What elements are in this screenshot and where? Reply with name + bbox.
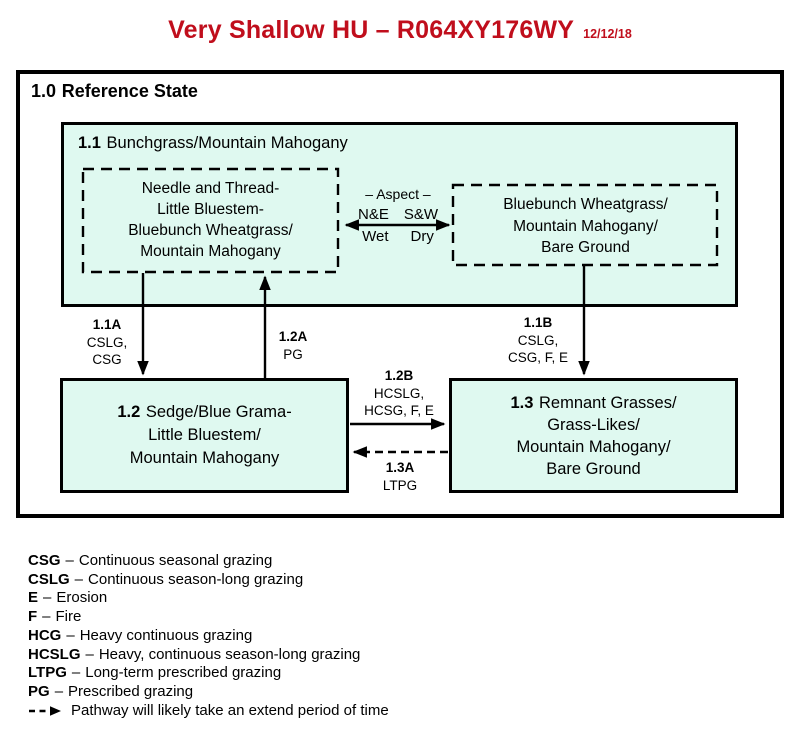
reference-state-id: 1.0 (31, 81, 57, 101)
text-line: Grass-Likes/ (547, 415, 640, 434)
text-line: Bare Ground (541, 239, 630, 256)
text-line: Bluebunch Wheatgrass/ (128, 222, 293, 239)
aspect-moisture (341, 228, 455, 245)
text-line: 1.2 Sedge/Blue Grama- (117, 403, 292, 421)
community-1-1-name: Bunchgrass/Mountain Mahogany (106, 134, 348, 152)
pathway-1-3a-label (368, 459, 432, 494)
text-line: Mountain Mahogany/ (516, 437, 671, 456)
title-date: 12/12/18 (583, 27, 632, 41)
legend-item: PG – Prescribed grazing (28, 682, 194, 700)
pathway-drivers: CSG, F, E (507, 350, 568, 365)
pathway-id: 1.1A (92, 317, 122, 332)
legend-item: LTPG – Long-term prescribed grazing (28, 664, 282, 682)
pathway-drivers: HCSG, F, E (364, 403, 434, 418)
pathway-drivers: CSLG, (86, 334, 128, 350)
title-text: Very Shallow HU – R064XY176WY (168, 16, 575, 44)
pathway-1-1b-label (494, 314, 582, 367)
community-1-3-id: 1.3 (510, 393, 534, 412)
reference-state-label (31, 81, 204, 102)
text-line: Little Bluestem/ (148, 426, 261, 444)
pathway-1-2b-label (345, 367, 453, 420)
legend-item: CSLG – Continuous season-long grazing (28, 570, 304, 588)
aspect-label: – Aspect – (365, 186, 431, 202)
legend-item: HCG – Heavy continuous grazing (28, 626, 253, 644)
aspect-wet-label: Wet (362, 228, 389, 245)
text-line: Mountain Mahogany (140, 243, 281, 260)
text-line: Needle and Thread- (141, 180, 280, 197)
pathway-1-2a-label (261, 328, 325, 363)
pathway-drivers: CSG (92, 352, 122, 367)
pathway-id: 1.3A (385, 460, 415, 475)
pathway-id: 1.2A (278, 329, 308, 344)
needle-thread-community (84, 178, 337, 262)
pathway-id: 1.2B (384, 368, 414, 383)
bluebunch-community (454, 194, 717, 259)
community-1-2-id: 1.2 (117, 403, 141, 421)
legend-item: HCSLG – Heavy, continuous season-long grazing (28, 645, 361, 663)
pathway-id: 1.1B (523, 315, 553, 330)
aspect-wet-direction: N&E (357, 206, 389, 223)
aspect-dry-label: Dry (410, 228, 434, 245)
community-1-3-box (449, 378, 738, 493)
legend-pathway-note: Pathway will likely take an extend period of time (28, 702, 389, 721)
text-line: Mountain Mahogany (129, 449, 280, 467)
legend-item: CSG – Continuous seasonal grazing (28, 552, 273, 569)
diagram-title (0, 16, 800, 45)
legend-item: E – Erosion (28, 589, 108, 607)
aspect-directions (341, 206, 455, 223)
aspect-dry-direction: S&W (403, 206, 438, 223)
pathway-drivers: HCSLG, (373, 385, 425, 401)
community-1-2-box (60, 378, 349, 493)
text-line: 1.3 Remnant Grasses/ (510, 393, 677, 412)
dashed-arrow-icon (28, 705, 64, 717)
pathway-drivers: CSLG, (517, 332, 559, 348)
legend-item: F – Fire (28, 608, 82, 626)
pathway-drivers: PG (283, 346, 303, 362)
text-line: Little Bluestem- (157, 201, 264, 218)
community-1-1-label (78, 134, 348, 153)
reference-state-name: Reference State (61, 81, 198, 101)
legend (28, 552, 389, 720)
text-line: Bluebunch Wheatgrass/ (503, 196, 668, 213)
pathway-1-1a-label (75, 316, 139, 369)
text-line: Mountain Mahogany/ (513, 217, 658, 235)
community-1-1-id: 1.1 (78, 134, 101, 152)
pathway-drivers: LTPG (382, 477, 418, 493)
text-line: Bare Ground (546, 459, 641, 478)
